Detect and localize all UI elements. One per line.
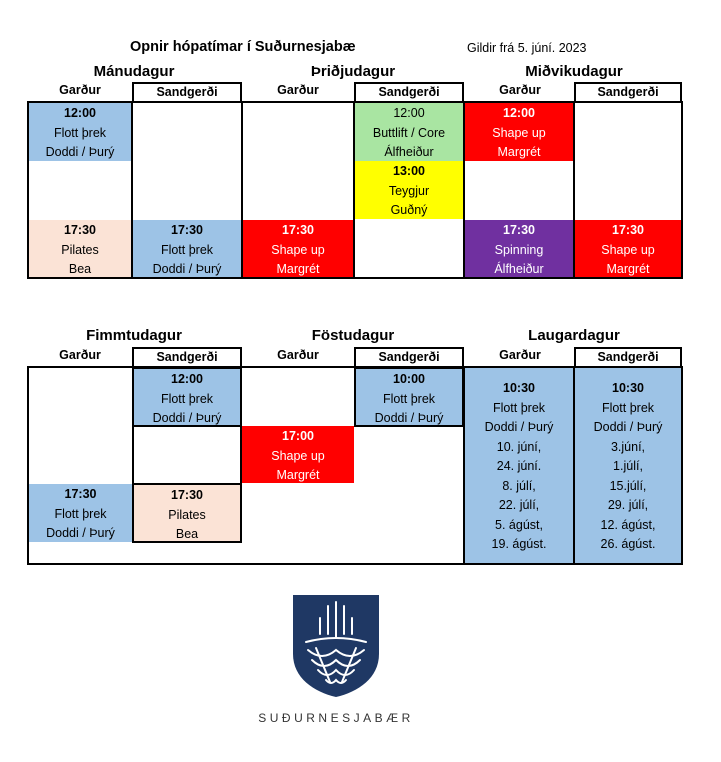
class-name: Spinning [494, 242, 544, 257]
class-name: Flott þrek [382, 391, 436, 406]
class-time: 17:00 [282, 429, 314, 443]
class-date: 29. júlí, [607, 498, 649, 512]
class-date: 5. ágúst, [495, 517, 543, 532]
class-cell-tuesday-sandgerdi-1300 [355, 161, 463, 219]
location-header-gardur: Garður [277, 348, 319, 362]
class-cell-wednesday-gardur-1730 [465, 220, 573, 277]
class-instructor: Álfheiður [494, 262, 544, 276]
day-header-monday: Mánudagur [93, 63, 175, 80]
class-name: Buttlift / Core [372, 125, 446, 140]
class-instructor: Bea [175, 527, 199, 541]
class-instructor: Margrét [497, 145, 541, 159]
class-instructor: Doddi / Þurý [593, 420, 663, 434]
location-header-sandgerdi: Sandgerði [574, 82, 682, 103]
location-header-gardur: Garður [59, 348, 101, 362]
class-cell-friday-gardur-1700 [242, 426, 354, 483]
class-time: 10:30 [612, 381, 644, 395]
empty-slot [132, 425, 242, 485]
class-name: Flott þrek [54, 506, 107, 521]
day-header-tuesday: Þriðjudagur [310, 63, 396, 80]
class-cell-friday-sandgerdi-1000 [354, 367, 464, 427]
location-header-gardur: Garður [277, 83, 319, 97]
class-name: Shape up [271, 242, 325, 257]
location-header-sandgerdi: Sandgerði [132, 82, 242, 103]
class-cell-saturday-gardur-1030 [465, 368, 573, 563]
class-time: 17:30 [171, 488, 203, 502]
day-header-friday: Föstudagur [311, 327, 395, 344]
class-date: 3.júní, [610, 439, 646, 454]
page-title: Opnir hópatímar í Suðurnesjabæ [130, 39, 356, 55]
class-time: 12:00 [171, 372, 203, 386]
class-instructor: Álfheiður [384, 145, 434, 159]
class-instructor: Doddi / Þurý [45, 145, 115, 159]
location-header-gardur: Garður [499, 348, 541, 362]
class-instructor: Doddi / Þurý [484, 420, 554, 434]
class-cell-tuesday-sandgerdi-1200 [355, 103, 463, 161]
location-header-sandgerdi: Sandgerði [354, 82, 464, 103]
class-name: Shape up [492, 125, 546, 140]
class-time: 10:00 [393, 372, 425, 386]
class-time: 17:30 [64, 487, 97, 501]
class-time: 13:00 [393, 164, 425, 178]
class-name: Teygjur [388, 183, 430, 198]
class-cell-tuesday-gardur-1730 [243, 220, 353, 277]
class-time: 17:30 [503, 223, 535, 237]
location-header-gardur: Garður [499, 83, 541, 97]
class-date: 15.júlí, [609, 478, 647, 493]
class-cell-wednesday-sandgerdi-1730 [575, 220, 681, 277]
class-time: 12:00 [64, 106, 96, 120]
day-header-wednesday: Miðvikudagur [525, 63, 623, 80]
location-header-sandgerdi: Sandgerði [574, 347, 682, 368]
class-instructor: Guðný [390, 203, 428, 217]
valid-from: Gildir frá 5. júní. 2023 [467, 41, 587, 55]
class-name: Shape up [601, 242, 655, 257]
class-cell-saturday-sandgerdi-1030 [575, 368, 681, 563]
class-date: 24. júní. [496, 459, 542, 473]
class-cell-thursday-sandgerdi-1200 [132, 367, 242, 427]
class-instructor: Margrét [606, 262, 650, 276]
logo-wordmark: SUÐURNESJABÆR [258, 711, 414, 725]
class-name: Flott þrek [492, 400, 546, 415]
class-date: 1.júlí, [613, 459, 643, 473]
class-name: Flott þrek [601, 400, 655, 415]
class-cell-monday-sandgerdi-1730 [133, 220, 241, 277]
class-date: 19. ágúst. [491, 537, 547, 551]
class-cell-monday-gardur-1730 [29, 220, 131, 277]
class-name: Flott þrek [53, 125, 107, 140]
class-name: Pilates [168, 507, 206, 522]
logo [292, 594, 380, 698]
day-header-thursday: Fimmtudagur [86, 327, 182, 344]
class-cell-thursday-sandgerdi-1730 [132, 483, 242, 543]
class-cell-wednesday-gardur-1200 [465, 103, 573, 161]
class-date: 10. júní, [496, 439, 542, 454]
class-instructor: Margrét [276, 262, 320, 276]
class-instructor: Bea [68, 262, 92, 276]
class-date: 12. ágúst, [600, 517, 656, 532]
class-time: 10:30 [503, 381, 535, 395]
class-name: Flott þrek [160, 242, 214, 257]
class-time: 12:00 [393, 106, 425, 120]
class-date: 8. júlí, [502, 478, 536, 493]
class-time: 12:00 [503, 106, 535, 120]
location-header-sandgerdi: Sandgerði [354, 347, 464, 368]
class-instructor: Margrét [276, 468, 320, 482]
class-instructor: Doddi / Þurý [46, 526, 115, 540]
class-instructor: Doddi / Þurý [152, 262, 222, 276]
location-header-sandgerdi: Sandgerði [132, 347, 242, 368]
class-instructor: Doddi / Þurý [152, 411, 222, 425]
class-instructor: Doddi / Þurý [374, 411, 444, 425]
location-header-gardur: Garður [59, 83, 101, 97]
class-cell-thursday-gardur-1730 [29, 484, 132, 542]
class-cell-monday-gardur-1200 [29, 103, 131, 161]
class-name: Shape up [271, 448, 325, 463]
class-name: Flott þrek [160, 391, 214, 406]
class-time: 17:30 [612, 223, 644, 237]
class-name: Pilates [61, 242, 99, 257]
class-time: 17:30 [282, 223, 314, 237]
class-date: 22. júlí, [498, 498, 540, 512]
shield-logo-icon [292, 594, 380, 698]
class-date: 26. ágúst. [600, 537, 656, 551]
day-header-saturday: Laugardagur [528, 327, 620, 344]
class-time: 17:30 [64, 223, 96, 237]
class-time: 17:30 [171, 223, 203, 237]
